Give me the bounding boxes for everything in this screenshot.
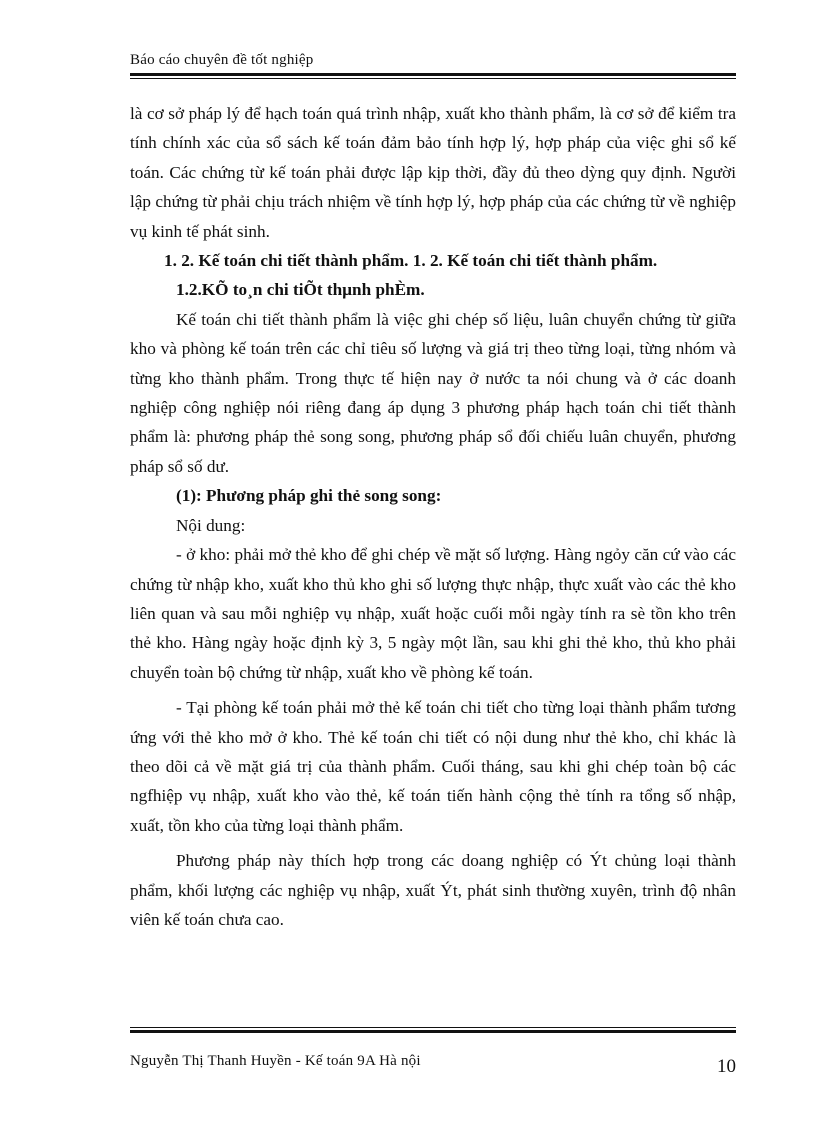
method-title: (1): Phương pháp ghi thẻ song song: (176, 486, 442, 506)
paragraph-accounting-dept: - Tại phòng kế toán phải mở thẻ kế toán chi tiết cho từng loại thành phẩm tương ứng với thẻ kho mở ở kho. Thẻ kế toán chi tiết có nội dung như thẻ kho, chỉ khác là theo dõi cả về mặt giá trị của thành phẩm. Cuối tháng, sau khi ghi chép toàn bộ các ngfhiệp vụ nhập, xuất kho vào thẻ, kế toán tiến hành cộng thẻ tính ra tổng số nhập, xuất, tồn kho của từng loại thành phẩm. (130, 698, 736, 835)
header-rule-thin (130, 78, 736, 79)
page-header: Báo cáo chuyên đề tốt nghiệp (130, 52, 314, 68)
paragraph-warehouse: - ở kho: phải mở thẻ kho để ghi chép về mặt số lượng. Hàng ngỏy căn cứ vào các chứng từ nhập kho, xuất kho thủ kho ghi số lượng thực nhập, thực xuất vào các thẻ kho liên quan và sau mỗi nghiệp vụ nhập, xuất hoặc cuối mỗi ngày tính ra sè tồn kho trên thẻ kho. Hàng ngày hoặc định kỳ 3, 5 ngày một lần, sau khi ghi thẻ kho, thủ kho phải chuyển toàn bộ chứng từ nhập, xuất kho về phòng kế toán. (130, 545, 736, 682)
footer-rule-thin (130, 1027, 736, 1028)
paragraph-continuation: là cơ sở pháp lý để hạch toán quá trình nhập, xuất kho thành phẩm, là cơ sở để kiểm tra tính chính xác của sổ sách kế toán đảm bảo tính hợp lý, hợp pháp của việc ghi sổ kế toán. Các chứng từ kế toán phải được lập kịp thời, đầy đủ theo dỳng quy định. Người lập chứng từ phải chịu trách nhiệm về tính hợp lý, hợp pháp của các chứng từ về nghiệp vụ kinh tế phát sinh. (130, 104, 736, 241)
paragraph-applicability: Phương pháp này thích hợp trong các doang nghiệp có Ýt chủng loại thành phẩm, khối lượng các nghiệp vụ nhập, xuất Ýt, phát sinh thường xuyên, trình độ nhân viên kế toán chưa cao. (130, 851, 736, 929)
footer-rule-thick (130, 1030, 736, 1033)
section-heading-garbled: 1.2.KÕ to¸n chi tiÕt thµnh phÈm. (176, 280, 425, 300)
header-rule-thick (130, 73, 736, 76)
page-body (130, 99, 736, 934)
paragraph-intro: Kế toán chi tiết thành phẩm là việc ghi chép số liệu, luân chuyển chứng từ giữa kho và phòng kế toán trên các chỉ tiêu số lượng và giá trị theo từng loại, từng nhóm và từng kho thành phẩm. Trong thực tế hiện nay ở nước ta nói chung và ở các doanh nghiệp công nghiệp nói riêng đang áp dụng 3 phương pháp hạch toán chi tiết thành phẩm là: phương pháp thẻ song song, phương pháp sổ đối chiếu luân chuyển, phương pháp sổ số dư. (130, 309, 736, 476)
content-label: Nội dung: (176, 515, 246, 535)
page-footer-author: Nguyễn Thị Thanh Huyền - Kế toán 9A Hà nội (130, 1053, 421, 1069)
section-heading: 1. 2. Kế toán chi tiết thành phẩm. 1. 2. Kế toán chi tiết thành phẩm. (164, 251, 658, 271)
page-number: 10 (717, 1056, 736, 1077)
